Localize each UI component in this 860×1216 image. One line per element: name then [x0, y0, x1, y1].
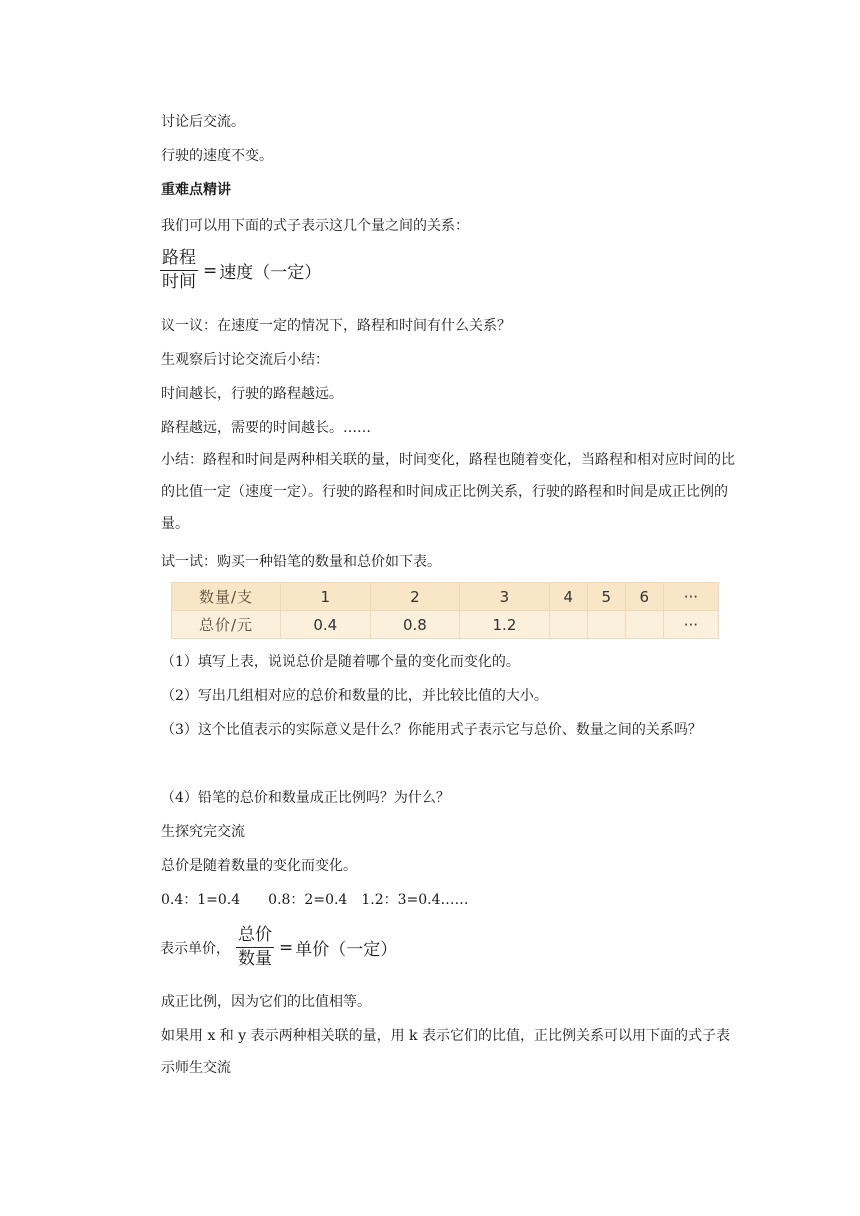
- equals-sign: =: [279, 937, 294, 958]
- paragraph-total-changes: 总价是随着数量的变化而变化。: [161, 858, 357, 874]
- formula-prefix: 表示单价，: [160, 940, 230, 957]
- table-cell: 5: [587, 583, 625, 611]
- table-cell: 1: [281, 583, 371, 611]
- section-heading: 重难点精讲: [161, 182, 231, 198]
- table-cell: ···: [663, 583, 718, 611]
- equals-sign: =: [203, 260, 218, 281]
- paragraph-ratios: 0.4：1=0.4 0.8：2=0.4 1.2：3=0.4……: [161, 892, 469, 908]
- pencil-price-table: [171, 582, 719, 639]
- question-4: （4）铅笔的总价和数量成正比例吗？为什么？: [161, 790, 450, 806]
- paragraph-speed-constant: 行驶的速度不变。: [161, 148, 273, 164]
- formula-speed-numerator: 路程: [160, 248, 198, 271]
- question-1: （1）填写上表，说说总价是随着哪个量的变化而变化的。: [161, 654, 520, 670]
- paragraph-distance-farther: 路程越远，需要的时间越长。……: [161, 420, 371, 436]
- paragraph-xy-relation: 如果用 x 和 y 表示两种相关联的量，用 k 表示它们的比值，正比例关系可以用下面的式子表示师生交流: [161, 1028, 730, 1076]
- formula-speed-rhs: 速度（一定）: [219, 263, 322, 283]
- table-cell: 0.4: [281, 611, 371, 639]
- table-cell: [625, 611, 663, 639]
- formula-unit-price-denominator: 数量: [238, 949, 272, 969]
- table-cell: 数量/支: [172, 583, 281, 611]
- table-cell: 6: [625, 583, 663, 611]
- formula-speed-denominator: 时间: [162, 272, 196, 292]
- table-cell: 4: [549, 583, 587, 611]
- table-cell: 3: [460, 583, 550, 611]
- formula-speed: [160, 248, 321, 293]
- paragraph-discuss: 讨论后交流。: [161, 114, 245, 130]
- table-cell: [587, 611, 625, 639]
- paragraph-explore: 生探究完交流: [161, 824, 245, 840]
- table-cell: 总价/元: [172, 611, 281, 639]
- table-row-quantity: [172, 583, 719, 611]
- paragraph-proportional: 成正比例，因为它们的比值相等。: [161, 994, 371, 1010]
- paragraph-try: 试一试：购买一种铅笔的数量和总价如下表。: [161, 554, 441, 570]
- table-cell: ···: [663, 611, 718, 639]
- question-3: （3）这个比值表示的实际意义是什么？你能用式子表示它与总价、数量之间的关系吗？: [161, 722, 702, 738]
- paragraph-discuss-question: 议一议：在速度一定的情况下，路程和时间有什么关系？: [161, 318, 511, 334]
- table-row-total-price: [172, 611, 719, 639]
- table-cell: 1.2: [460, 611, 550, 639]
- formula-unit-price-numerator: 总价: [236, 925, 274, 948]
- paragraph-time-longer: 时间越长，行驶的路程越远。: [161, 386, 343, 402]
- formula-unit-price: [160, 925, 397, 970]
- question-2: （2）写出几组相对应的总价和数量的比，并比较比值的大小。: [161, 688, 548, 704]
- formula-unit-price-rhs: 单价（一定）: [295, 940, 398, 960]
- paragraph-summary: 小结：路程和时间是两种相关联的量，时间变化，路程也随着变化，当路程和相对应时间的比的比值一定（速度一定）。行驶的路程和时间成正比例关系，行驶的路程和时间是成正比例的量。: [161, 452, 735, 532]
- paragraph-observe: 生观察后讨论交流后小结：: [161, 352, 329, 368]
- table-cell: [549, 611, 587, 639]
- table-cell: 2: [370, 583, 460, 611]
- paragraph-relation-intro: 我们可以用下面的式子表示这几个量之间的关系：: [161, 218, 469, 234]
- table-cell: 0.8: [370, 611, 460, 639]
